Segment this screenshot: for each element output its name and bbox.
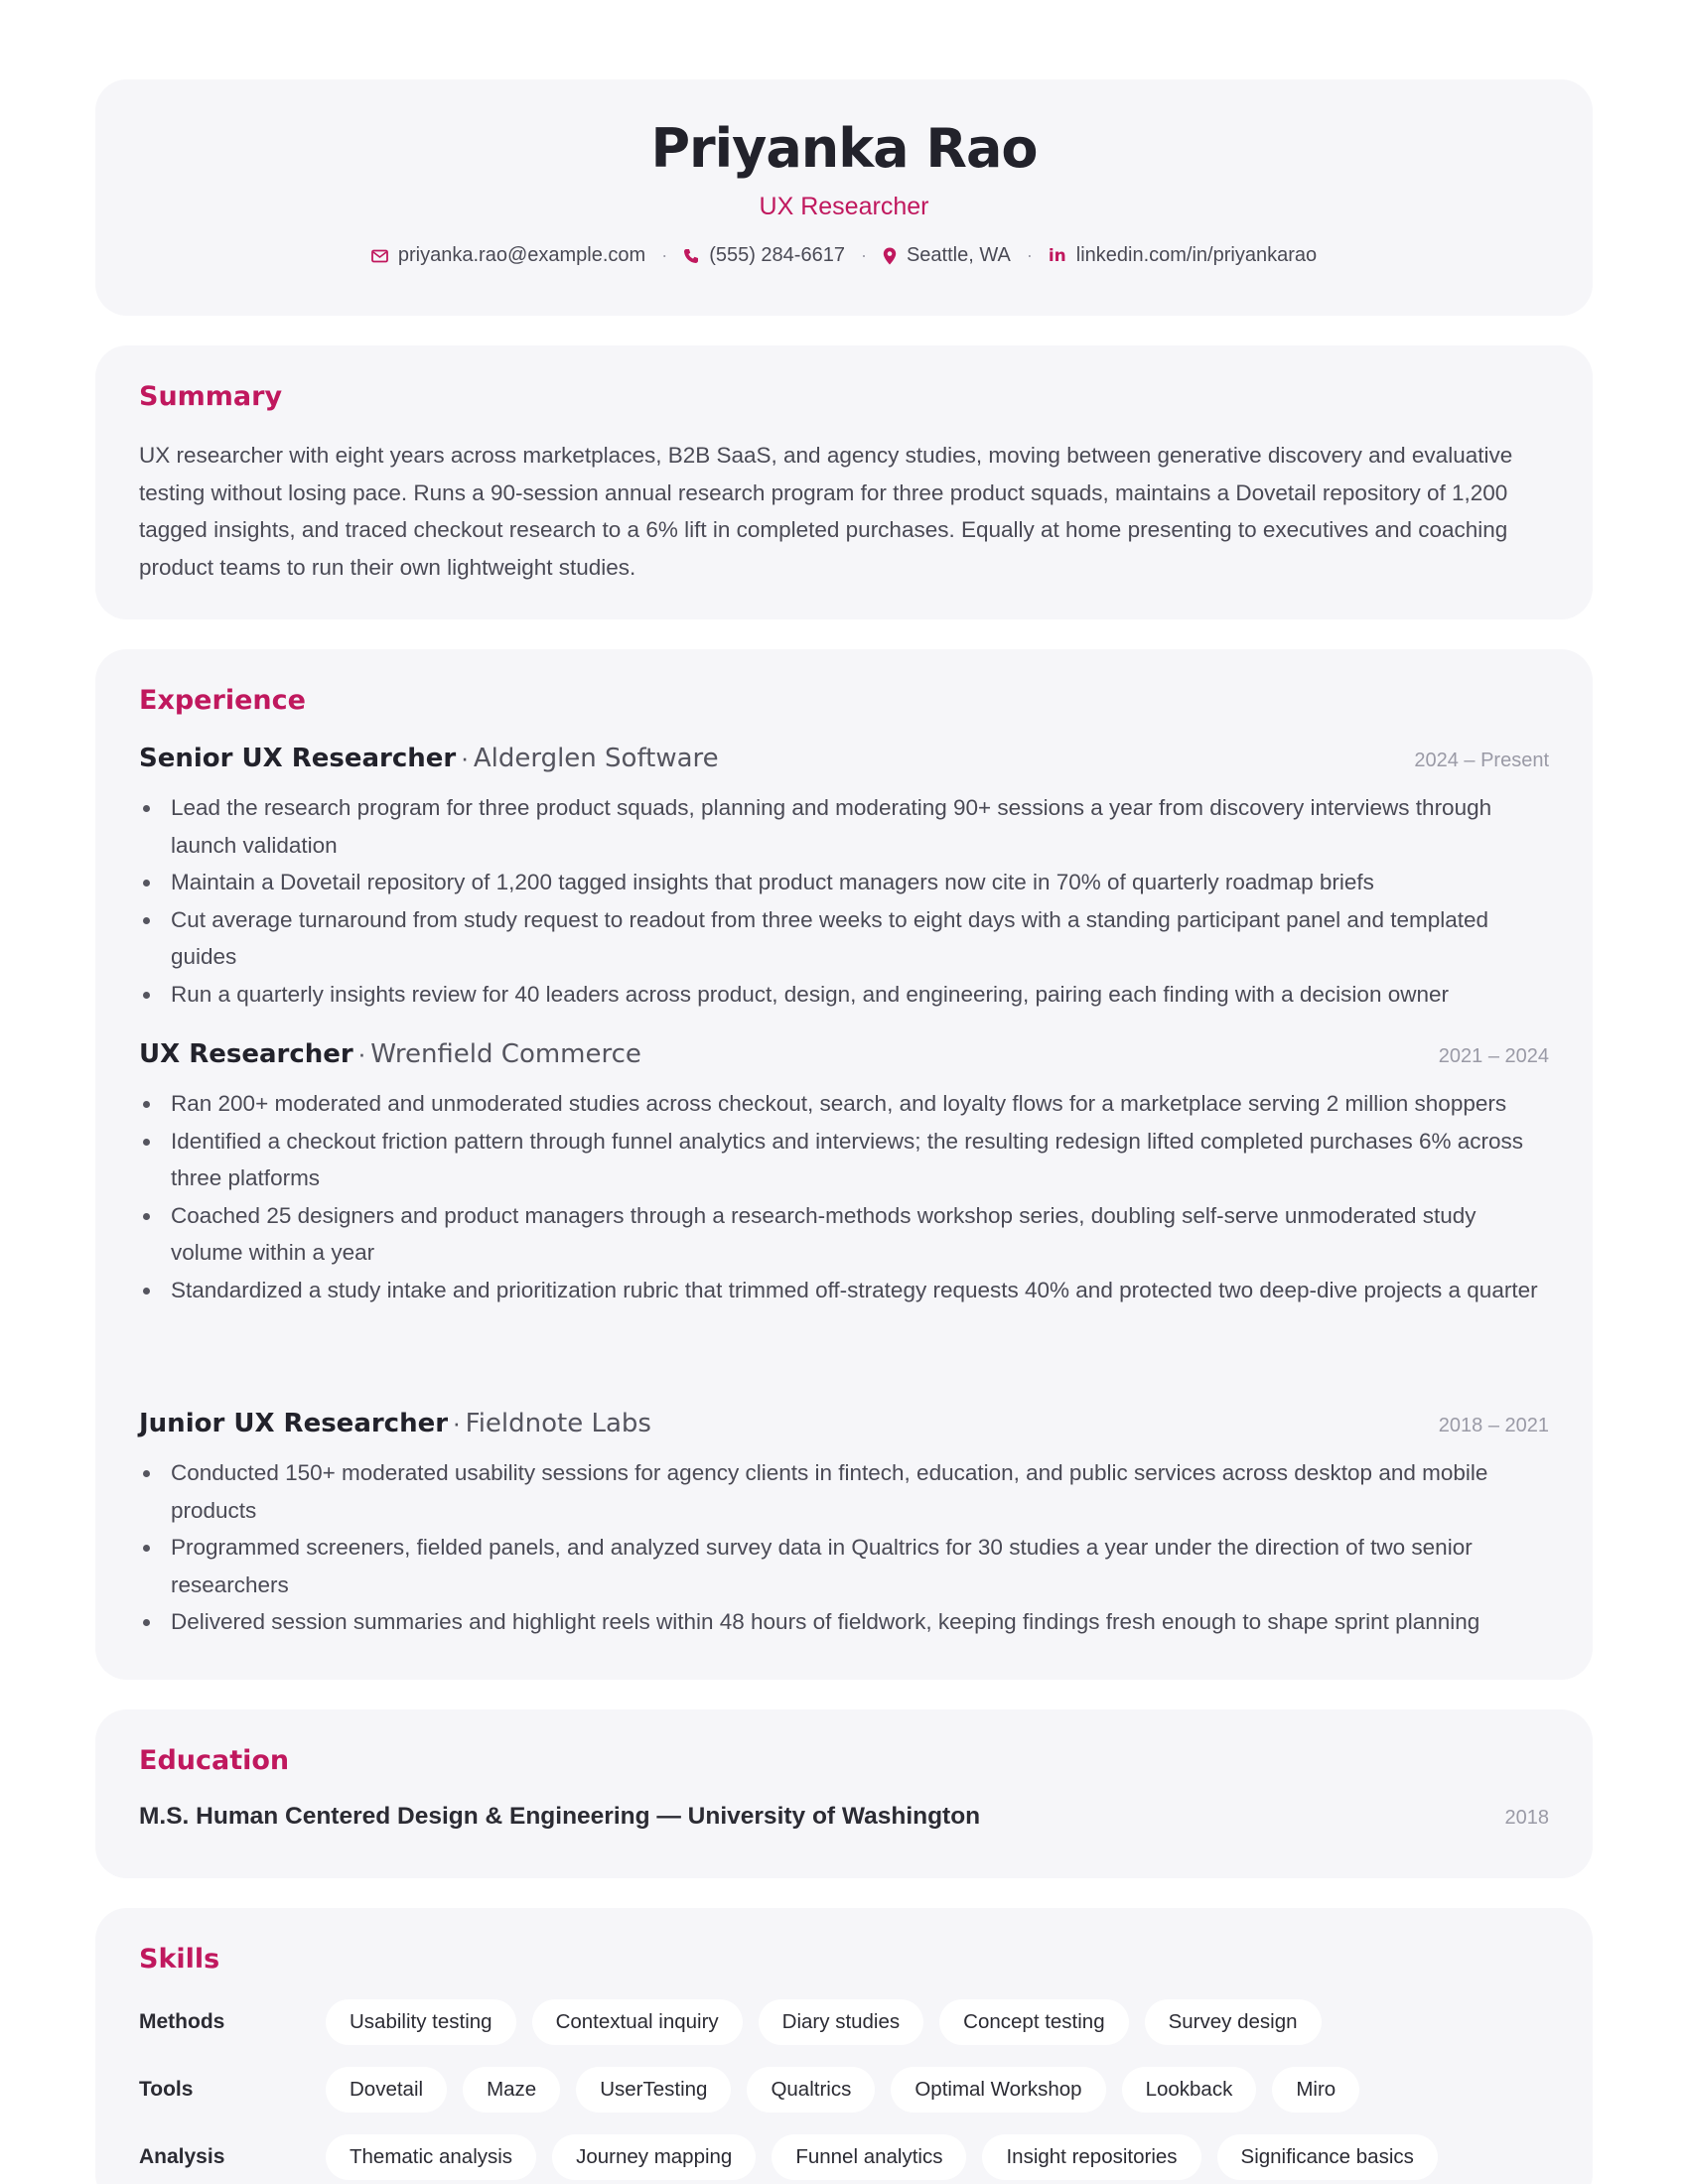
bullet-item: Coached 25 designers and product managers through a research-methods workshop series, doubling self-serve unmoderated study volume within a year <box>139 1197 1549 1272</box>
summary-card <box>95 345 1593 619</box>
skill-group-label: Methods <box>139 2010 225 2033</box>
job-header <box>139 1408 1549 1443</box>
job-company: Fieldnote Labs <box>465 1409 651 1438</box>
linkedin-icon: in <box>1048 245 1066 266</box>
experience-card <box>95 649 1593 1680</box>
skill-chip: Diary studies <box>759 1999 924 2045</box>
bullet-item: Ran 200+ moderated and unmoderated studies across checkout, search, and loyalty flows for a marketplace serving 2 million shoppers <box>139 1085 1549 1123</box>
job-separator: · <box>357 1038 366 1068</box>
contact-email[interactable] <box>371 244 645 267</box>
candidate-role: UX Researcher <box>759 193 929 220</box>
skill-chip: Concept testing <box>939 1999 1128 2045</box>
contact-phone[interactable] <box>683 244 845 267</box>
contact-line <box>95 244 1593 267</box>
bullet-item: Programmed screeners, fielded panels, and analyzed survey data in Qualtrics for 30 studies a year under the direction of two senior researchers <box>139 1529 1549 1603</box>
skill-chip: Funnel analytics <box>772 2134 966 2180</box>
job-header <box>139 743 1549 778</box>
candidate-name: Priyanka Rao <box>650 117 1038 180</box>
job-title: Senior UX Researcher <box>139 744 457 773</box>
skill-chip: Journey mapping <box>552 2134 756 2180</box>
bullet-item: Lead the research program for three product squads, planning and moderating 90+ sessions a year from discovery interviews through launch validation <box>139 789 1549 864</box>
education-heading: Education <box>139 1745 290 1776</box>
job-company: Wrenfield Commerce <box>370 1039 641 1069</box>
skills-card <box>95 1908 1593 2184</box>
job-separator: · <box>452 1408 462 1437</box>
skill-chip: Significance basics <box>1217 2134 1438 2180</box>
bullet-item: Identified a checkout friction pattern through funnel analytics and interviews; the resulting redesign lifted completed purchases 6% across three platforms <box>139 1123 1549 1197</box>
contact-location <box>883 244 1011 267</box>
bullet-item: Conducted 150+ moderated usability sessions for agency clients in fintech, education, and public services across desktop and mobile products <box>139 1454 1549 1529</box>
skill-chip: Contextual inquiry <box>532 1999 743 2045</box>
job-company: Alderglen Software <box>473 744 719 773</box>
skill-chip: UserTesting <box>576 2067 731 2113</box>
skill-group-analysis <box>139 2134 1549 2180</box>
skill-chip: Miro <box>1272 2067 1359 2113</box>
skill-chip: Usability testing <box>326 1999 516 2045</box>
bullet-item: Standardized a study intake and prioritization rubric that trimmed off-strategy requests 40% and protected two deep-dive projects a quarter <box>139 1272 1549 1309</box>
skill-chip: Thematic analysis <box>326 2134 536 2180</box>
job-title: UX Researcher <box>139 1039 353 1069</box>
contact-linkedin[interactable] <box>1049 244 1317 267</box>
skill-chips <box>326 1999 1322 2045</box>
contact-separator: · <box>661 245 668 265</box>
linkedin-text: linkedin.com/in/priyankarao <box>1075 244 1318 266</box>
contact-separator: · <box>860 245 867 265</box>
job-entry <box>139 743 1549 1013</box>
skill-chip: Optimal Workshop <box>891 2067 1105 2113</box>
header-card <box>95 79 1593 316</box>
skill-chips <box>326 2067 1359 2113</box>
email-text: priyanka.rao@example.com <box>397 244 646 266</box>
skill-chip: Insight repositories <box>982 2134 1200 2180</box>
education-card <box>95 1709 1593 1878</box>
education-degree: M.S. Human Centered Design & Engineering — University of Washington <box>139 1803 981 1830</box>
job-title: Junior UX Researcher <box>139 1409 449 1438</box>
location-text: Seattle, WA <box>906 244 1011 266</box>
skill-chip: Lookback <box>1122 2067 1257 2113</box>
job-dates: 2021 – 2024 <box>1438 1045 1549 1067</box>
job-entry <box>139 1038 1549 1308</box>
skill-chip: Dovetail <box>326 2067 447 2113</box>
skill-group-label: Analysis <box>139 2145 225 2168</box>
education-year: 2018 <box>1504 1807 1549 1829</box>
summary-heading: Summary <box>139 381 283 412</box>
job-separator: · <box>460 743 470 772</box>
skill-chips <box>326 2134 1438 2180</box>
contact-separator: · <box>1026 245 1033 265</box>
envelope-icon <box>371 249 388 263</box>
skill-chip: Survey design <box>1145 1999 1322 2045</box>
bullet-item: Run a quarterly insights review for 40 leaders across product, design, and engineering, pairing each finding with a decision owner <box>139 976 1549 1014</box>
phone-icon <box>683 248 699 264</box>
education-entry <box>139 1803 1549 1831</box>
bullet-item: Maintain a Dovetail repository of 1,200 tagged insights that product managers now cite in 70% of quarterly roadmap briefs <box>139 864 1549 901</box>
job-bullets <box>139 1454 1549 1641</box>
summary-text: UX researcher with eight years across marketplaces, B2B SaaS, and agency studies, moving between generative discovery and evaluative testing without losing pace. Runs a 90-session annual research program for three product squads, maintains a Dovetail repository of 1,200 tagged insights, and traced checkout research to a 6% lift in completed purchases. Equally at home presenting to executives and coaching product teams to run their own lightweight studies. <box>139 443 1513 580</box>
skill-group-methods <box>139 1999 1549 2045</box>
job-dates: 2024 – Present <box>1414 750 1549 771</box>
skill-chip: Maze <box>463 2067 560 2113</box>
job-dates: 2018 – 2021 <box>1438 1415 1549 1436</box>
experience-heading: Experience <box>139 685 306 716</box>
phone-text: (555) 284-6617 <box>709 244 845 266</box>
job-header <box>139 1038 1549 1074</box>
location-pin-icon <box>883 247 897 265</box>
skills-heading: Skills <box>139 1944 220 1975</box>
job-bullets <box>139 789 1549 1013</box>
skill-group-tools <box>139 2067 1549 2113</box>
skill-group-label: Tools <box>139 2078 194 2101</box>
job-entry <box>139 1408 1549 1641</box>
bullet-item: Delivered session summaries and highlight reels within 48 hours of fieldwork, keeping findings fresh enough to shape sprint planning <box>139 1603 1549 1641</box>
bullet-item: Cut average turnaround from study request to readout from three weeks to eight days with a standing participant panel and templated guides <box>139 901 1549 976</box>
skill-chip: Qualtrics <box>747 2067 875 2113</box>
job-bullets <box>139 1085 1549 1308</box>
